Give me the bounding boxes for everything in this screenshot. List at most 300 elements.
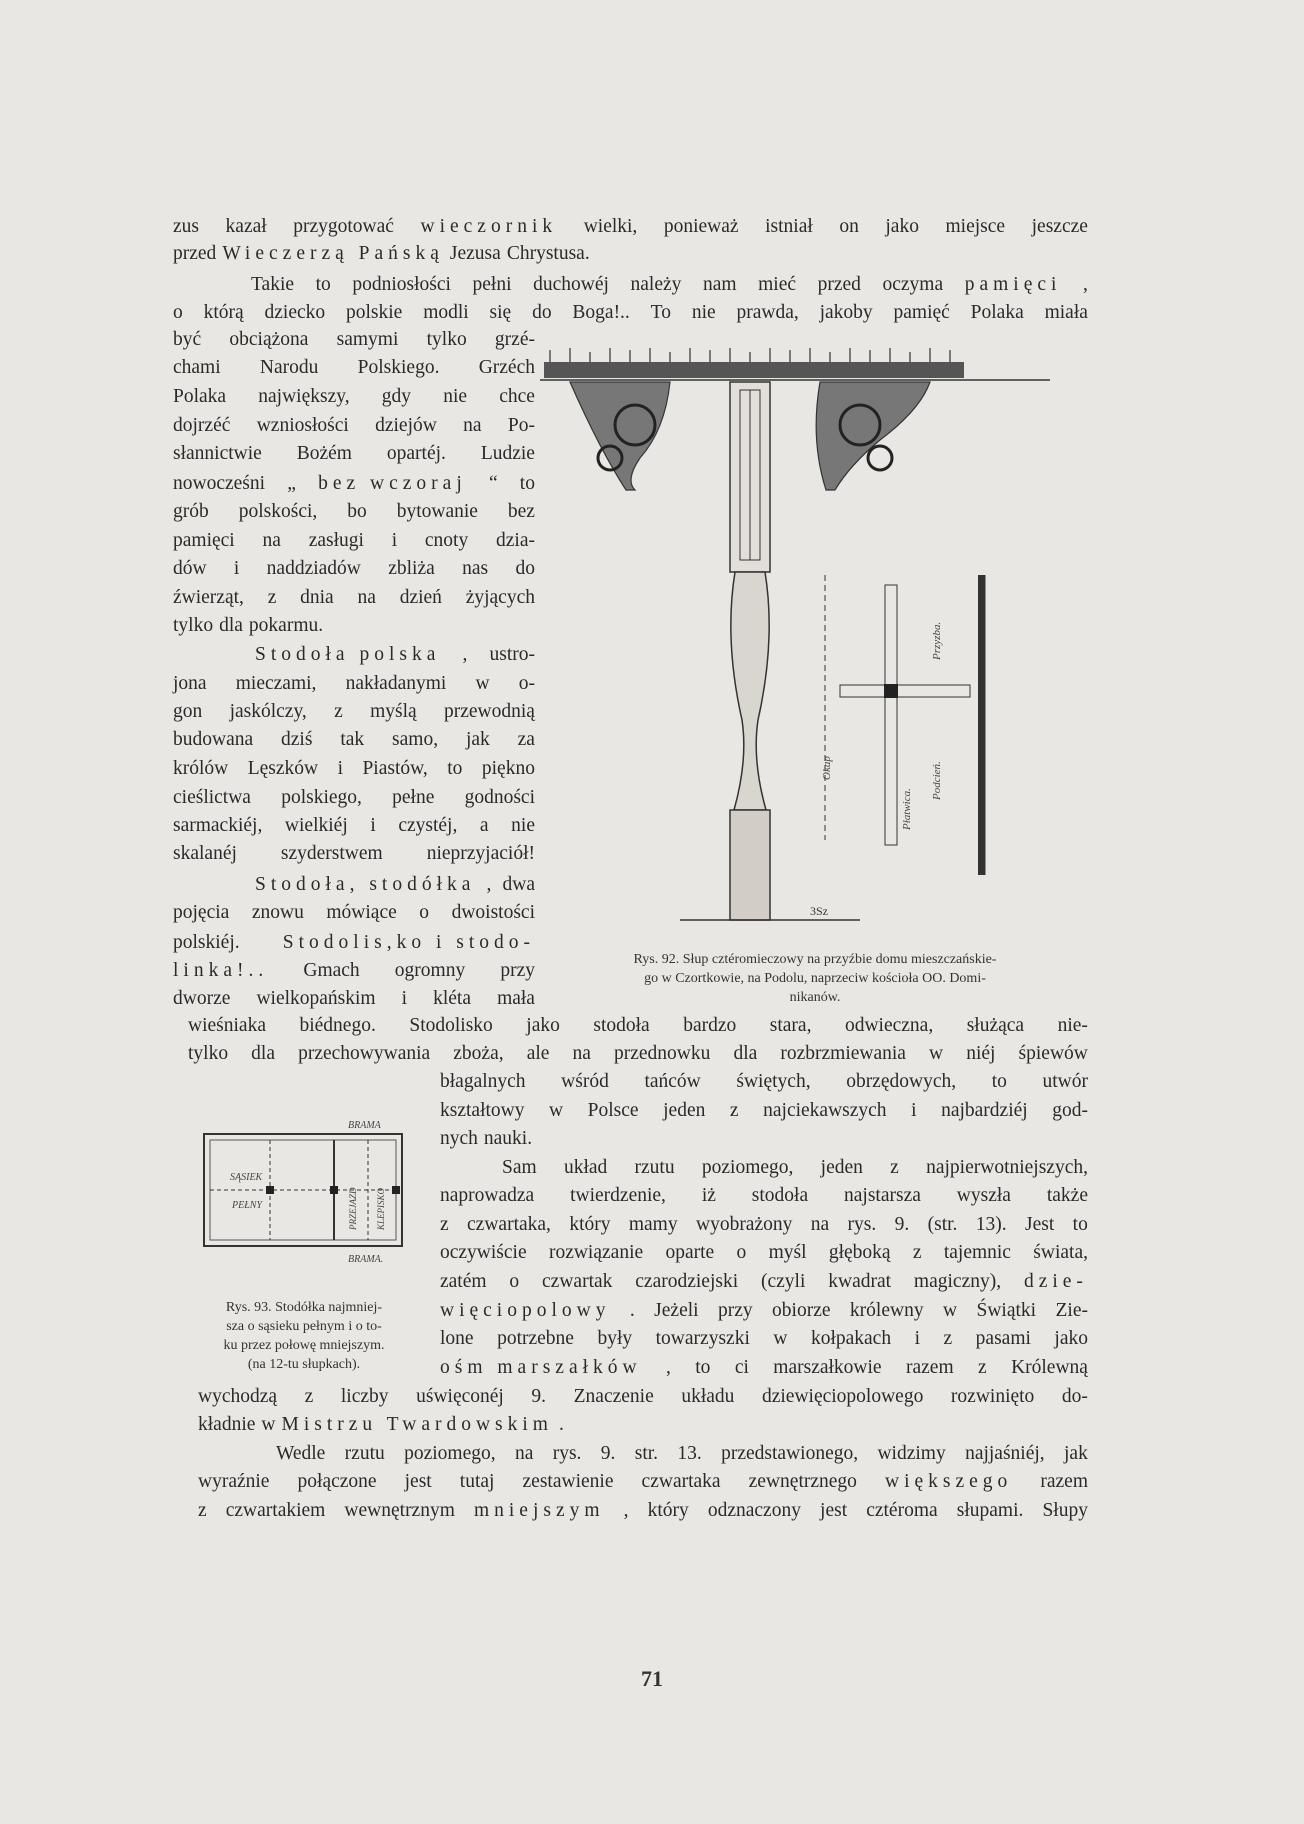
word: to	[447, 758, 463, 779]
text-line-content	[198, 1498, 1088, 1524]
text-line-content	[173, 413, 535, 439]
word: poziomego,	[404, 1443, 496, 1464]
word: na	[572, 1043, 591, 1064]
word: dwa	[502, 874, 535, 895]
text-line	[173, 930, 535, 956]
word: zus	[173, 216, 199, 237]
word: grób	[173, 501, 209, 522]
text-line-content	[502, 1155, 1088, 1181]
word: chce	[499, 386, 535, 407]
text-line-content	[276, 1441, 1088, 1467]
word: Znaczenie	[573, 1386, 654, 1407]
word: to	[519, 473, 535, 494]
word: połączone	[297, 1471, 377, 1492]
figure-92-post-drawing	[530, 340, 1050, 940]
word: mamy	[628, 1214, 678, 1235]
caption-line: (na 12-tu słupkach).	[247, 1357, 361, 1372]
text-line-content	[173, 813, 535, 839]
figure-92-caption	[560, 950, 1070, 1007]
caption-line: Rys. 92. Słup cztéromieczowy na przyźbie domu mieszczańskie-	[633, 952, 997, 967]
word: świętych,	[736, 1071, 811, 1092]
word: budowana	[173, 729, 254, 750]
text-line-content	[173, 384, 535, 410]
text-line	[173, 471, 535, 497]
text-line-content	[173, 241, 1088, 267]
brama-top-label: BRAMA	[348, 1120, 381, 1131]
text-line-content	[440, 1098, 1088, 1124]
word: samymi	[336, 329, 399, 350]
word: Wedle	[276, 1443, 326, 1464]
text-line-content	[173, 528, 535, 554]
word: z	[890, 1157, 899, 1178]
word: a	[479, 815, 489, 836]
word: gdy	[381, 386, 412, 407]
word: czwartaka,	[467, 1214, 551, 1235]
word: dziewięciopolowego	[761, 1386, 924, 1407]
word: prawda,	[736, 302, 799, 323]
word: pasami	[975, 1328, 1031, 1349]
text-line	[173, 441, 535, 467]
text-line	[440, 1355, 1088, 1381]
word: w	[549, 1100, 564, 1121]
word: 9.	[600, 1443, 616, 1464]
word: dziejów	[375, 415, 437, 436]
text-line	[173, 756, 535, 782]
text-line-content	[173, 958, 535, 984]
word: jest	[404, 1471, 432, 1492]
word: czwartak	[542, 1271, 613, 1292]
word: to	[695, 1357, 711, 1378]
word: i	[391, 530, 398, 551]
word: przygotować	[293, 216, 394, 237]
text-line-content	[173, 556, 535, 582]
word: rozwinięto	[950, 1386, 1035, 1407]
text-line	[502, 1155, 1088, 1181]
text-line	[173, 785, 535, 811]
word: dzia-	[496, 530, 535, 551]
text-line	[251, 272, 1088, 298]
text-line-content	[440, 1212, 1088, 1238]
emphasized-word: Mistrzu Twardowskim	[281, 1414, 553, 1435]
word: lone	[440, 1328, 474, 1349]
word: o-	[518, 673, 535, 694]
word: przed	[817, 274, 861, 295]
text-line	[173, 727, 535, 753]
text-line-content	[198, 1469, 1088, 1495]
text-line-content	[440, 1126, 1088, 1152]
page-number: 71	[641, 1666, 663, 1691]
word: najpierwotniejszych,	[926, 1157, 1088, 1178]
text-line	[173, 556, 535, 582]
word: obiorze	[772, 1300, 831, 1321]
word: pamięć	[893, 302, 950, 323]
word: dworze	[173, 988, 231, 1009]
text-line-content	[173, 441, 535, 467]
word: wyraźnie	[198, 1471, 270, 1492]
word: jakoby	[819, 302, 873, 323]
text-line-content	[173, 986, 535, 1012]
caption-line: sza o sąsieku pełnym i o to-	[226, 1319, 382, 1334]
word: który	[569, 1214, 611, 1235]
word: tutaj	[459, 1471, 495, 1492]
word: o	[509, 1271, 520, 1292]
word: grzé-	[494, 329, 535, 350]
word: kształtowy	[440, 1100, 525, 1121]
word: o	[736, 1242, 747, 1263]
text-line	[440, 1240, 1088, 1266]
word: tylko	[426, 329, 467, 350]
word: z	[304, 1386, 314, 1407]
word: głęboką	[828, 1242, 891, 1263]
text-line	[198, 1498, 1088, 1524]
word: Jeżeli	[654, 1300, 699, 1321]
emphasized-word: więciopolowy	[440, 1300, 611, 1321]
word: z	[334, 701, 343, 722]
text-line	[173, 841, 535, 867]
text-line	[173, 214, 1088, 240]
word: być	[173, 329, 202, 350]
word: odznaczony	[707, 1500, 801, 1521]
word: dla	[251, 1043, 275, 1064]
word: na	[514, 1443, 534, 1464]
word: czwartaka	[641, 1471, 721, 1492]
word: dzień	[399, 587, 442, 608]
word: nie	[691, 302, 716, 323]
text-line	[173, 585, 535, 611]
emphasized-word: dzie-	[1023, 1271, 1088, 1292]
word: najstarsza	[844, 1185, 921, 1206]
word: Stodolisko	[409, 1015, 493, 1036]
text-line-content	[440, 1298, 1088, 1324]
text-line	[173, 413, 535, 439]
word: należy	[630, 274, 682, 295]
word: nie-	[1057, 1015, 1088, 1036]
word: dziecko	[264, 302, 326, 323]
text-line-content	[188, 1013, 1088, 1039]
word: Świątki	[976, 1300, 1037, 1321]
word: rzutu	[634, 1157, 675, 1178]
pelny-label: PEŁNY	[232, 1200, 263, 1211]
word: Słupy	[1042, 1500, 1088, 1521]
word: cztéroma	[866, 1500, 938, 1521]
text-line	[173, 499, 535, 525]
word: jest	[820, 1500, 848, 1521]
podciem-label: Podcień.	[931, 761, 943, 800]
word: na	[463, 415, 482, 436]
word: się	[489, 302, 512, 323]
word: To	[650, 302, 671, 323]
word: zbliża	[388, 558, 435, 579]
word: tylko	[173, 615, 214, 636]
word: pełne	[392, 787, 435, 808]
okap-label: Okap	[821, 756, 833, 780]
emphasized-word: ośm marszałków	[440, 1357, 642, 1378]
word: Gmach	[303, 960, 360, 981]
word: nam	[702, 274, 737, 295]
word: biédnego.	[299, 1015, 376, 1036]
word: pojęcia	[173, 902, 230, 923]
word: str.	[634, 1443, 659, 1464]
text-line-content	[173, 327, 535, 353]
figure-93-caption	[188, 1298, 420, 1374]
przejazd-label: PRZEJAZD	[348, 1187, 358, 1230]
word: razem	[1040, 1471, 1088, 1492]
word: i	[337, 758, 343, 779]
word: nowocześni	[173, 473, 266, 494]
text-line-content	[173, 727, 535, 753]
word: Ludzie	[480, 443, 535, 464]
word: z	[912, 1242, 922, 1263]
word: jako	[1054, 1328, 1088, 1349]
word: Jest	[1025, 1214, 1055, 1235]
word: to	[991, 1071, 1007, 1092]
text-line-content	[173, 841, 535, 867]
word: Lęszków	[247, 758, 319, 779]
text-line-content	[173, 355, 535, 381]
word: ogromny	[394, 960, 466, 981]
word: wielkopańskim	[256, 988, 376, 1009]
word: polskie	[346, 302, 403, 323]
text-line-content	[173, 671, 535, 697]
word: błagalnych	[440, 1071, 526, 1092]
word: rzutu	[344, 1443, 385, 1464]
word: były	[597, 1328, 633, 1349]
word: “	[488, 473, 498, 494]
word: chami	[173, 357, 221, 378]
word: stara,	[769, 1015, 812, 1036]
text-line-content	[188, 1041, 1088, 1067]
caption-line: Rys. 93. Stodółka najmniej-	[225, 1300, 383, 1315]
word: z	[978, 1357, 987, 1378]
word: stodoła	[751, 1185, 809, 1206]
text-line-content	[173, 785, 535, 811]
word: jak	[465, 729, 490, 750]
word: tylko	[188, 1043, 229, 1064]
text-line	[440, 1269, 1088, 1295]
word: miała	[1044, 302, 1088, 323]
word: Królewną	[1011, 1357, 1088, 1378]
word: 9.	[531, 1386, 547, 1407]
text-line	[440, 1183, 1088, 1209]
word: podniosłości	[352, 274, 451, 295]
word: stodoła	[593, 1015, 650, 1036]
word: myślą	[370, 701, 417, 722]
word: źwierząt,	[173, 587, 244, 608]
word: jona	[173, 673, 207, 694]
word: dla	[219, 615, 243, 636]
text-line-content	[173, 499, 535, 525]
word: jeden	[663, 1100, 706, 1121]
word: największy,	[258, 386, 350, 407]
word: Jezusa	[449, 243, 501, 264]
word: z	[440, 1214, 449, 1235]
word: dojrzéć	[173, 415, 231, 436]
word: z	[198, 1500, 207, 1521]
word: towarzyszki	[655, 1328, 750, 1349]
word: nie	[443, 386, 468, 407]
word: (czyli	[761, 1271, 806, 1292]
text-line-content	[440, 1069, 1088, 1095]
text-line	[173, 813, 535, 839]
word: dwoistości	[451, 902, 535, 923]
word: wychodzą	[198, 1386, 278, 1407]
word: cieślictwa	[173, 787, 251, 808]
word: .	[629, 1300, 635, 1321]
word: magiczny),	[913, 1271, 1002, 1292]
word: żyjących	[465, 587, 535, 608]
sasiek-label: SĄSIEK	[230, 1172, 263, 1183]
caption-line: ku przez połowę mniejszym.	[223, 1338, 385, 1353]
word: przewodnią	[444, 701, 535, 722]
text-line	[198, 1412, 1088, 1438]
word: królów	[173, 758, 229, 779]
word: ci	[734, 1357, 749, 1378]
word: przedstawionego,	[721, 1443, 859, 1464]
word: Polaka	[173, 386, 227, 407]
word: w	[475, 673, 490, 694]
text-line-content	[173, 471, 535, 497]
word: miejsce	[945, 216, 1006, 237]
word: mówiące	[326, 902, 397, 923]
word: jak	[1064, 1443, 1088, 1464]
word: polskiéj.	[173, 932, 240, 953]
text-line-content	[173, 300, 1088, 326]
word: także	[1046, 1185, 1088, 1206]
word: „	[287, 473, 296, 494]
word: rozbrzmiewania	[780, 1043, 906, 1064]
word: .	[558, 1414, 564, 1435]
text-line-content	[440, 1355, 1088, 1381]
word: wśród	[561, 1071, 609, 1092]
word: szyderstwem	[280, 843, 383, 864]
text-line	[440, 1212, 1088, 1238]
word: ,	[1083, 274, 1088, 295]
text-line	[173, 300, 1088, 326]
word: modli	[423, 302, 469, 323]
word: godności	[464, 787, 535, 808]
word: marszałkowie	[773, 1357, 882, 1378]
word: służąca	[966, 1015, 1025, 1036]
word: Bożém	[296, 443, 352, 464]
emphasized-word: bez wczoraj	[318, 473, 467, 494]
word: ,	[462, 644, 468, 665]
word: liczby	[340, 1386, 389, 1407]
word: ale	[526, 1043, 550, 1064]
word: polskości,	[238, 501, 318, 522]
text-line	[440, 1069, 1088, 1095]
word: nakładanymi	[345, 673, 447, 694]
text-line	[255, 642, 535, 668]
word: obrzędowych,	[846, 1071, 957, 1092]
word: do	[515, 558, 535, 579]
platwica-label: Płatwica.	[901, 788, 913, 830]
text-line	[173, 384, 535, 410]
word: jako	[885, 216, 919, 237]
word: na	[357, 587, 376, 608]
word: słupami.	[956, 1500, 1024, 1521]
word: mieczami,	[235, 673, 317, 694]
word: bytowanie	[396, 501, 478, 522]
word: on	[839, 216, 859, 237]
word: myśl	[768, 1242, 807, 1263]
word: wewnętrznym	[344, 1500, 455, 1521]
word: pamięci	[173, 530, 235, 551]
word: słannictwie	[173, 443, 262, 464]
word: nie	[511, 815, 535, 836]
word: który	[647, 1500, 689, 1521]
word: i	[914, 1328, 921, 1349]
word: poziomego,	[701, 1157, 794, 1178]
word: Piastów,	[362, 758, 428, 779]
text-line-content	[440, 1240, 1088, 1266]
emphasized-word: Stodoła, stodółka	[255, 874, 476, 895]
signature-label: 3Sz	[810, 904, 828, 918]
word: ustro-	[489, 644, 535, 665]
word: twierdzenie,	[570, 1185, 666, 1206]
word: Zie-	[1055, 1300, 1088, 1321]
text-line	[440, 1126, 1088, 1152]
word: Sam	[502, 1157, 537, 1178]
emphasized-word: mniejszym	[473, 1500, 605, 1521]
word: układu	[681, 1386, 735, 1407]
word: rozwiązanie	[548, 1242, 644, 1263]
word: ,	[486, 874, 492, 895]
emphasized-word: Wieczerzą Pańską	[222, 243, 444, 264]
text-line	[198, 1469, 1088, 1495]
text-line	[255, 872, 535, 898]
text-line	[173, 958, 535, 984]
text-line	[440, 1098, 1088, 1124]
word: Polskiego.	[357, 357, 440, 378]
word: razem	[905, 1357, 954, 1378]
word: bez	[507, 501, 535, 522]
word: dnia	[300, 587, 334, 608]
text-line	[173, 355, 535, 381]
word: ponieważ	[663, 216, 739, 237]
word: Polaka	[970, 302, 1024, 323]
word: obciążona	[229, 329, 309, 350]
word: to	[1072, 1214, 1088, 1235]
word: najbardziéj	[941, 1100, 1028, 1121]
text-line-content	[251, 272, 1088, 298]
word: śpiewów	[1018, 1043, 1088, 1064]
text-line	[198, 1384, 1088, 1410]
word: zewnętrznego	[748, 1471, 857, 1492]
word: zatém	[440, 1271, 487, 1292]
text-line-content	[440, 1326, 1088, 1352]
word: widzimy	[877, 1443, 946, 1464]
word: dów	[173, 558, 207, 579]
word: iż	[701, 1185, 716, 1206]
text-line	[173, 699, 535, 725]
word: w	[942, 1300, 958, 1321]
text-line-content	[173, 756, 535, 782]
word: uświęconéj	[416, 1386, 504, 1407]
word: przechowywania	[298, 1043, 431, 1064]
word: i	[233, 558, 240, 579]
word: polskiego,	[281, 787, 362, 808]
word: ,	[623, 1500, 629, 1521]
word: i	[401, 988, 408, 1009]
word: zboża,	[453, 1043, 504, 1064]
text-line	[173, 241, 1088, 267]
word: do-	[1061, 1386, 1088, 1407]
word: 13).	[975, 1214, 1007, 1235]
word: wyobrażony	[695, 1214, 793, 1235]
word: oczyma	[882, 274, 944, 295]
word: dziś	[281, 729, 313, 750]
word: Narodu	[259, 357, 319, 378]
